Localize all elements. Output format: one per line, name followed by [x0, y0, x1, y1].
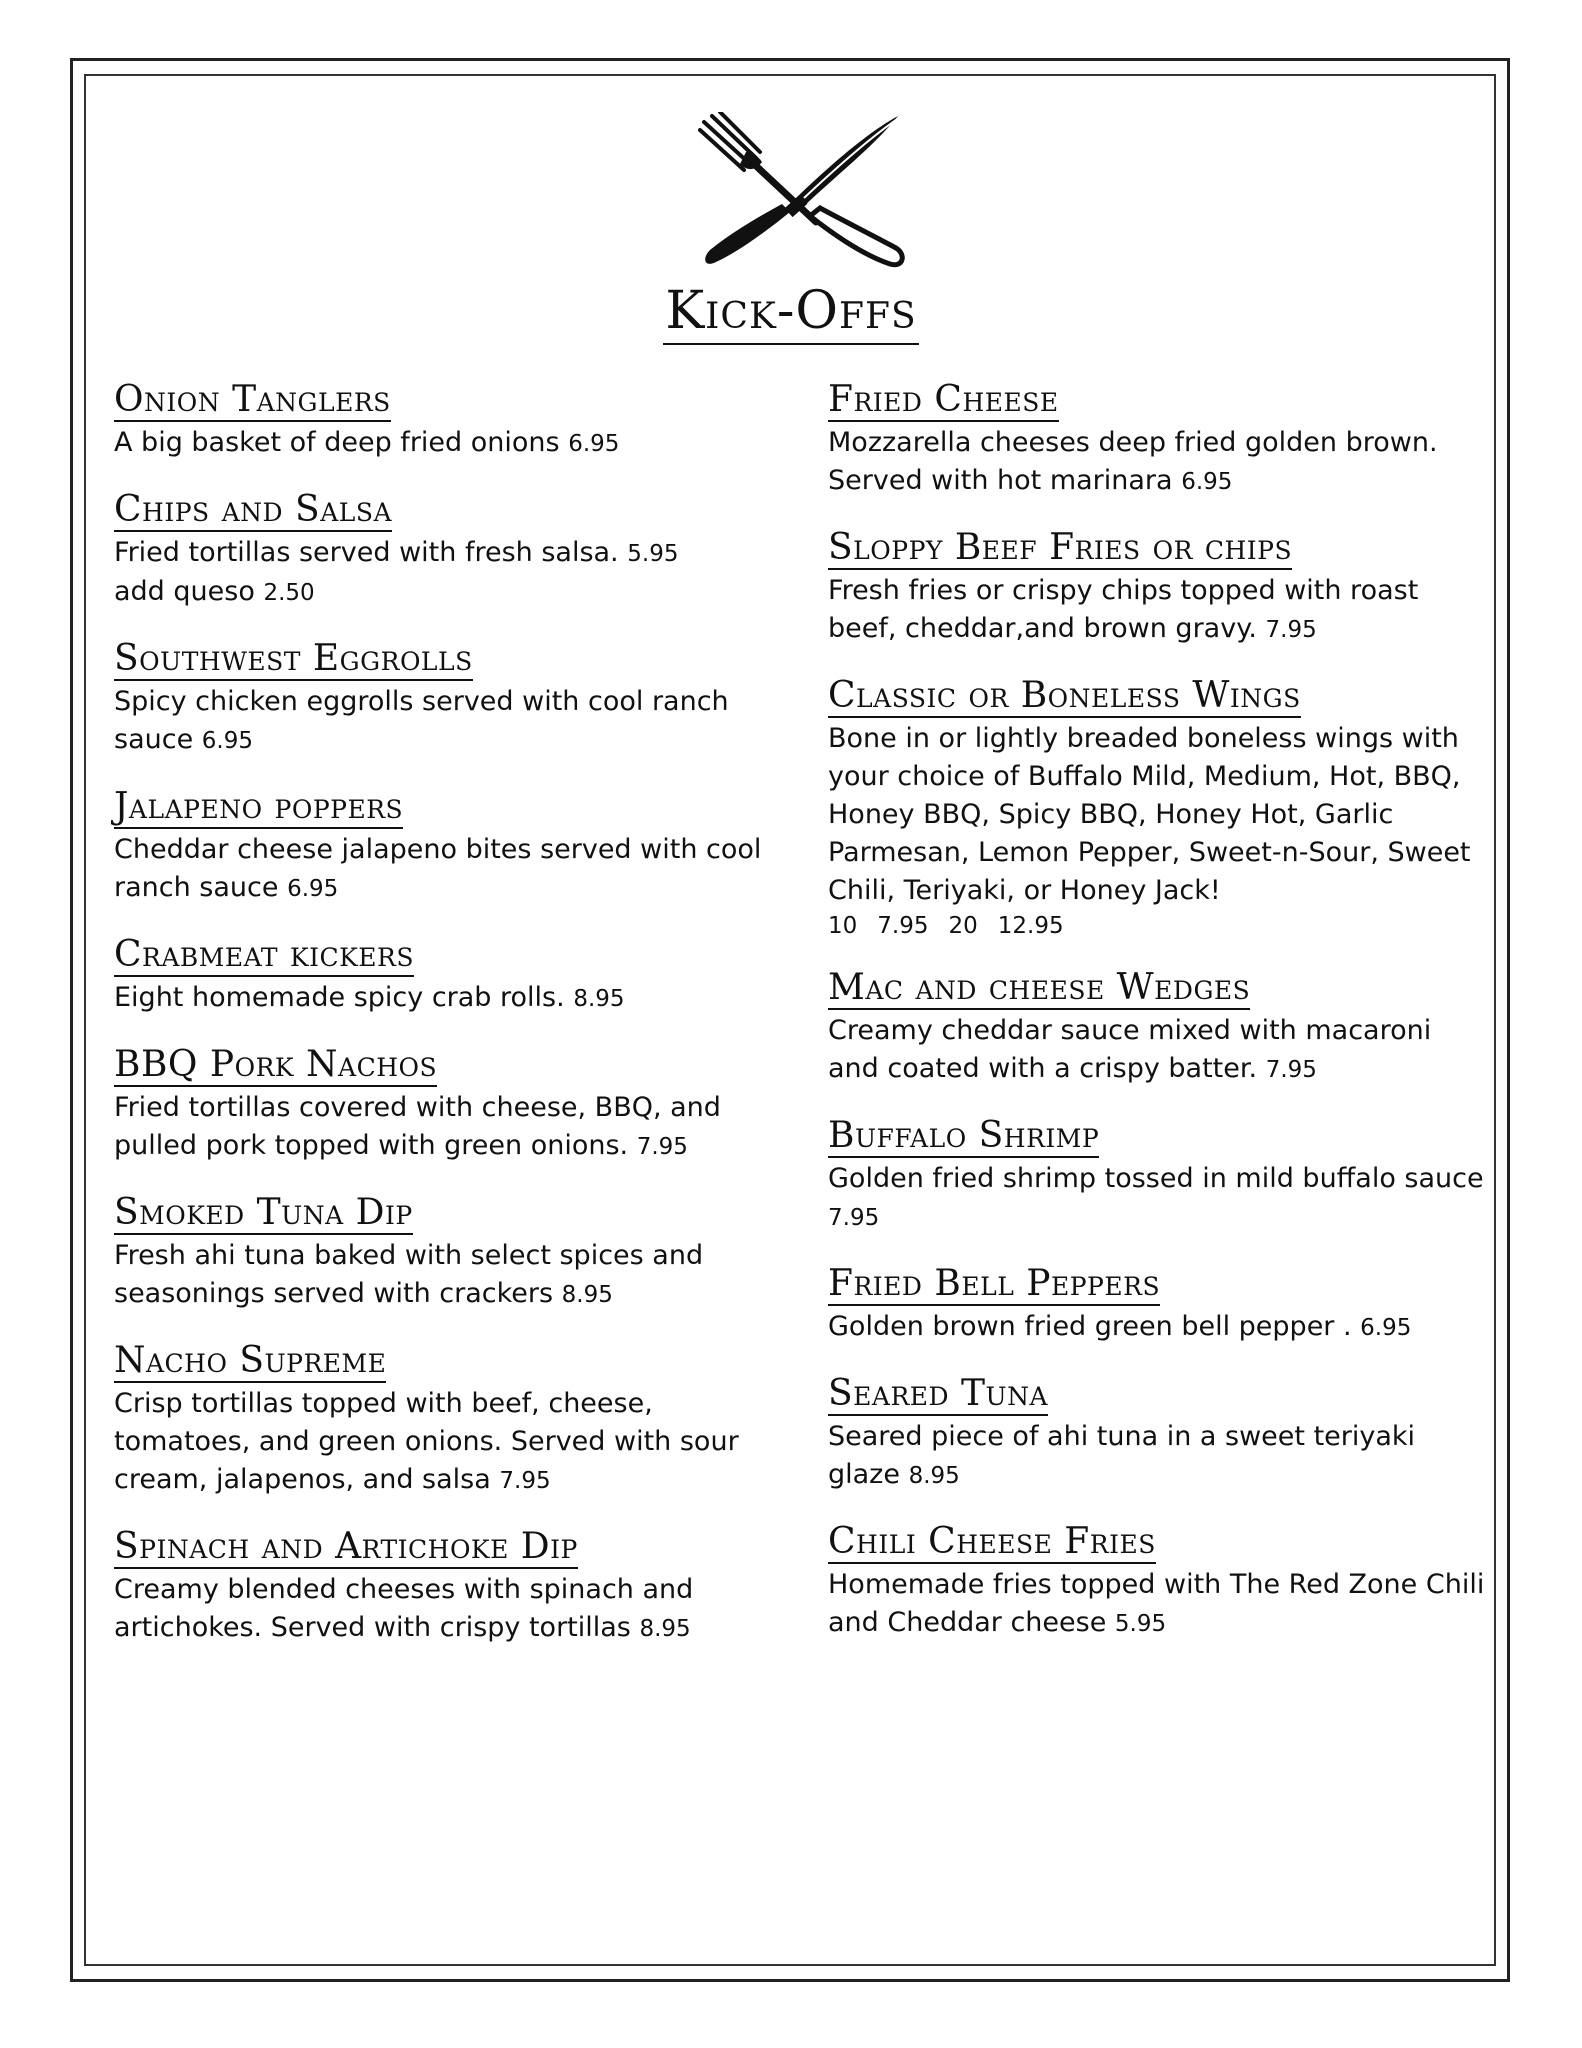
item-name: Seared Tuna — [828, 1373, 1049, 1414]
item-name: Classic or Boneless Wings — [828, 675, 1301, 716]
item-description: Seared piece of ahi tuna in a sweet teriyaki glaze 8.95 — [828, 1421, 1416, 1490]
item-description: Fresh ahi tuna baked with select spices and seasonings served with crackers 8.95 — [114, 1240, 704, 1309]
menu-item — [114, 1193, 764, 1314]
item-description: Bone in or lightly breaded boneless wings with your choice of Buffalo Mild, Medium, Hot, BBQ, Honey BBQ, Spicy BBQ, Honey Hot, Garlic Parmesan, Lemon Pepper, Sweet-n-Sour, Sweet Chili, Teriyaki, or Honey Jack! — [828, 723, 1471, 906]
item-description: Crisp tortillas topped with beef, cheese, tomatoes, and green onions. Served with sour cream, jalapenos, and salsa 7.95 — [114, 1388, 739, 1495]
item-description: A big basket of deep fried onions 6.95 — [114, 427, 620, 458]
menu-item — [828, 1374, 1490, 1495]
wing-price: 12.95 — [997, 913, 1064, 939]
menu-item — [114, 787, 764, 908]
item-name: Buffalo Shrimp — [828, 1115, 1100, 1156]
menu-item — [114, 490, 764, 612]
item-description: Spicy chicken eggrolls served with cool ranch sauce 6.95 — [114, 686, 729, 755]
menu-item — [114, 935, 764, 1018]
item-name: Fried Bell Peppers — [828, 1263, 1161, 1304]
wing-price: 7.95 — [877, 913, 929, 939]
item-price: 7.95 — [1265, 617, 1317, 643]
item-addon-price: 2.50 — [263, 580, 315, 606]
item-price: 6.95 — [1360, 1315, 1412, 1341]
item-description: Eight homemade spicy crab rolls. 8.95 — [114, 982, 625, 1013]
wing-prices — [828, 911, 1490, 941]
menu-item — [828, 1116, 1490, 1237]
item-name: Mac and cheese Wedges — [828, 967, 1251, 1008]
menu-item — [114, 639, 764, 760]
page-title: Kick-Offs — [0, 283, 1582, 340]
item-price: 7.95 — [1265, 1057, 1317, 1083]
menu-item — [828, 676, 1490, 941]
item-description: Creamy cheddar sauce mixed with macaroni and coated with a crispy batter. 7.95 — [828, 1015, 1432, 1084]
menu-item — [114, 1527, 764, 1648]
item-description: Golden brown fried green bell pepper . 6.95 — [828, 1311, 1412, 1342]
menu-item — [114, 380, 764, 463]
item-name: Jalapeno poppers — [114, 786, 404, 827]
item-name: Southwest Eggrolls — [114, 638, 473, 679]
item-price: 6.95 — [1181, 469, 1233, 495]
item-name: Spinach and Artichoke Dip — [114, 1526, 578, 1567]
menu-item — [114, 1045, 764, 1166]
menu-item — [828, 380, 1490, 501]
menu-item — [114, 1341, 764, 1500]
item-description: Golden fried shrimp tossed in mild buffalo sauce 7.95 — [828, 1163, 1484, 1231]
item-name: Sloppy Beef Fries or chips — [828, 527, 1293, 568]
item-description: Fried tortillas covered with cheese, BBQ, and pulled pork topped with green onions. 7.95 — [114, 1092, 721, 1161]
item-name: BBQ Pork Nachos — [114, 1044, 438, 1085]
item-price: 6.95 — [568, 431, 620, 457]
menu-column-left — [114, 380, 764, 1675]
item-price: 7.95 — [636, 1134, 688, 1160]
item-name: Fried Cheese — [828, 379, 1059, 420]
menu-item — [828, 528, 1490, 649]
item-description: Mozzarella cheeses deep fried golden brown. Served with hot marinara 6.95 — [828, 427, 1438, 496]
item-price: 7.95 — [828, 1205, 880, 1231]
menu-item — [828, 1264, 1490, 1347]
item-name: Crabmeat kickers — [114, 934, 415, 975]
item-name: Chips and Salsa — [114, 489, 393, 530]
item-description: Fresh fries or crispy chips topped with roast beef, cheddar,and brown gravy. 7.95 — [828, 575, 1419, 644]
item-price: 7.95 — [499, 1468, 551, 1494]
item-name: Smoked Tuna Dip — [114, 1192, 413, 1233]
item-price: 5.95 — [1114, 1611, 1167, 1637]
item-price: 8.95 — [561, 1282, 613, 1308]
menu-item — [828, 968, 1490, 1089]
item-price: 5.95 — [627, 541, 679, 567]
item-price: 6.95 — [201, 728, 253, 754]
item-price: 6.95 — [287, 876, 339, 902]
item-price: 8.95 — [908, 1463, 960, 1489]
menu-item — [828, 1522, 1490, 1643]
menu-column-right — [828, 380, 1490, 1670]
item-name: Chili Cheese Fries — [828, 1521, 1156, 1562]
item-description: Homemade fries topped with The Red Zone Chili and Cheddar cheese 5.95 — [828, 1569, 1485, 1638]
wing-size: 20 — [948, 913, 978, 939]
item-price: 8.95 — [639, 1616, 691, 1642]
item-addon: add queso — [114, 576, 255, 607]
item-description: Cheddar cheese jalapeno bites served with cool ranch sauce 6.95 — [114, 834, 762, 903]
wing-size: 10 — [828, 913, 858, 939]
item-price: 8.95 — [573, 986, 625, 1012]
item-name: Nacho Supreme — [114, 1340, 387, 1381]
item-description: Creamy blended cheeses with spinach and artichokes. Served with crispy tortillas 8.95 — [114, 1574, 694, 1643]
crossed-fork-and-knife-icon — [698, 112, 910, 274]
item-description: Fried tortillas served with fresh salsa. 5.95 add queso 2.50 — [114, 537, 679, 607]
item-name: Onion Tanglers — [114, 379, 391, 420]
